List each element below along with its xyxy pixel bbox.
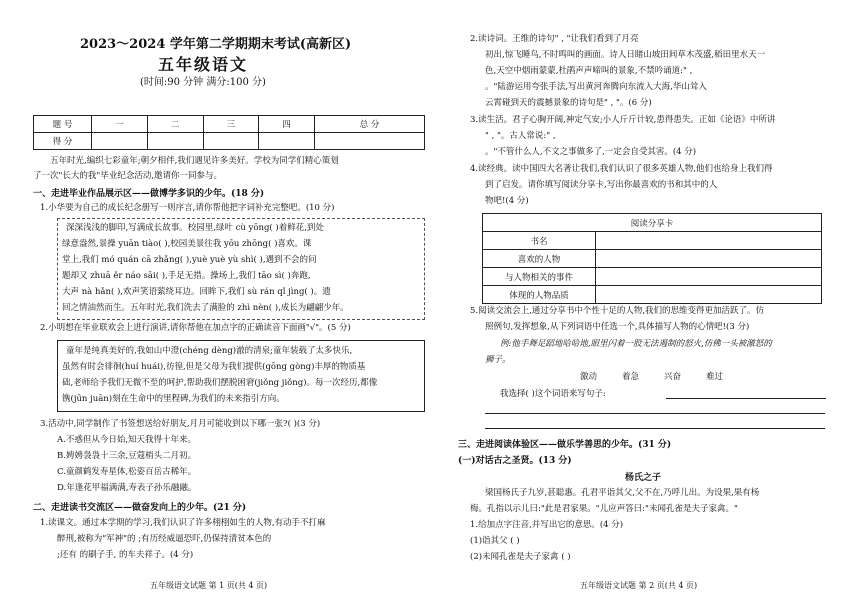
q2-line: 。"陆游运用夸张手法,写出黄河奔腾向东流入大海,华山耸入: [485, 82, 707, 92]
q1-box-line: 大声 nà hǎn( ),欢声笑语萦绕耳边。回眸下,我们 sù rán qǐ jìng( )。遗: [62, 287, 331, 297]
card-row-label: 体现的人物品质: [483, 286, 596, 304]
page-footer-left: 五年级语文试题 第 1 页(共 4 页): [150, 581, 268, 590]
q1-box-line: 堂上,我们 mó quán cā zhǎng( ),yuè yuè yù shì( ),遇到不会的问: [62, 255, 317, 265]
subject-title: 五年级语文: [158, 55, 249, 74]
q4-line: 物吧!(4 分): [485, 196, 529, 206]
option-c[interactable]: C.童颜鹤发寿星体,松姿百岳古稀年。: [57, 467, 197, 477]
score-header: 总 分: [315, 116, 425, 133]
answer-line[interactable]: [666, 398, 826, 399]
sec2-q1-line: ;还有 的刷子手, 的车夫祥子。(4 分): [57, 550, 194, 560]
question-1-1: 1.小华要为自己的成长纪念册写一则序言,请你帮他把字词补充完整吧。(10 分): [40, 203, 335, 213]
q5-choice: 我选择( )这个词语来写句子:: [500, 389, 606, 399]
q2-box-line: 镌(jūn juān)刻在生命中的里程碑,为我们的未来指引方向。: [62, 394, 285, 404]
exam-title: 2023～2024 学年第二学期期末考试(高新区): [80, 37, 352, 52]
q2-line: 初出,惊飞睡鸟,不时鸣叫的画面。诗人日睹山坡田间草木茂盛,稻田里水天一: [485, 50, 766, 60]
q1-box-line: 回之情油然而生。五年时光,我们洗去了满脸的 zhì nèn( ),成长为翩翩少年。: [62, 303, 349, 313]
score-table: [33, 115, 425, 150]
q2-passage-box: [57, 340, 425, 412]
option-a[interactable]: A.不惑但从今日始,知天我得十年来。: [57, 435, 197, 445]
word-option[interactable]: 兴奋: [664, 372, 682, 382]
score-cell[interactable]: [315, 133, 425, 150]
card-field[interactable]: [596, 250, 822, 268]
sec3-q1-item: (2)未闻孔雀是夫子家禽 ( ): [470, 552, 571, 562]
sec3-q1-item: (1)诣其父 ( ): [470, 536, 520, 546]
card-field[interactable]: [596, 268, 822, 286]
answer-line[interactable]: [485, 413, 825, 414]
score-cell[interactable]: [259, 133, 315, 150]
q4-line: 4.读经典。读中国四大名著让我们,我们认识了很多英雄人物,他们也给身上我们得: [470, 164, 773, 174]
q3-line: " , "。古人常说:" ,: [485, 131, 556, 141]
score-cell[interactable]: [203, 133, 259, 150]
section-2-heading: 二、走进读书交流区——做奋发向上的少年。(21 分): [33, 503, 247, 513]
option-b[interactable]: B.娉娉袅袅十三余,豆蔻梢头二月初。: [57, 451, 197, 461]
card-field[interactable]: [596, 232, 822, 250]
q2-line: 云霄碰到天的震撼景象的诗句是" , "。(6 分): [485, 98, 652, 108]
card-field[interactable]: [596, 286, 822, 304]
score-row-label: 得 分: [34, 133, 92, 150]
intro-line: 五年时光,编织七彩童年;朝夕相伴,我们遇见许多美好。学校为同学们精心策划: [50, 156, 339, 166]
q1-passage-box: [57, 218, 425, 320]
q5-line: 照例句,发挥想象,从下列词语中任选一个,具体描写人物的心情吧!(3 分): [485, 322, 750, 332]
right-page: [430, 0, 860, 608]
intro-line: 了一次"长大的我"毕业纪念活动,邀请你一同参与。: [33, 171, 223, 181]
sec2-q1-line: 醉刑,被称为"军神"的 ;有历经威逼恐吓,仍保持清贫本色的: [57, 534, 272, 544]
word-option[interactable]: 难过: [706, 372, 724, 382]
section-1-heading: 一、走进毕业作品展示区——做博学多识的少年。(18 分): [33, 189, 265, 199]
q5-line: 5.阅读交流会上,通过分享书中个性十足的人物,我们的思维变得更加活跃了。仿: [470, 306, 765, 316]
q3-line: 3.读生活。君子心胸开阔,神定气安;小人斤斤计较,患得患失。正如《论语》中所讲: [470, 115, 776, 125]
question-1-2: 2.小明想在毕业联欢会上进行演讲,请你帮他在加点字的正确读音下面画"√"。(5 分): [40, 323, 351, 333]
q5-example: 狮子。: [485, 355, 511, 365]
q1-box-line: 题却又 zhuā ěr náo sāi( ),手足无措。操场上,我们 tāo sì( )奔跑,: [62, 271, 311, 281]
passage-line: 梅。孔指以示儿曰:"此是君家果。"儿应声答曰:"未闻孔雀是夫子家禽。": [470, 504, 738, 514]
q1-box-line: 深深浅浅的脚印,写满成长故事。校园里,绿叶 cù yōng( )着鲜花,到处: [66, 223, 324, 233]
q4-line: 到了启发。请你填写阅读分享卡,写出你最喜欢的书和其中的人: [485, 180, 718, 190]
time-info: (时间:90 分钟 满分:100 分): [140, 77, 266, 88]
passage-line: 梁国杨氏子九岁,甚聪惠。孔君平诣其父,父不在,乃呼儿出。为设果,果有杨: [485, 488, 760, 498]
reading-share-card: [482, 213, 822, 304]
score-header: 二: [147, 116, 203, 133]
score-cell[interactable]: [147, 133, 203, 150]
answer-line[interactable]: [485, 428, 825, 429]
page-footer-right: 五年级语文试题 第 2 页(共 4 页): [580, 581, 698, 590]
card-title: 阅读分享卡: [483, 214, 822, 232]
q2-box-line: 虽然有时会徘徊(huí huái),彷徨,但是父母为我们提供(gōng gòng)丰厚的物质基: [62, 362, 366, 372]
score-header: 题 号: [34, 116, 92, 133]
section-3-heading: 三、走进阅读体验区——做乐学善思的少年。(31 分): [458, 440, 672, 450]
card-row-label: 书名: [483, 232, 596, 250]
score-header: 一: [92, 116, 148, 133]
sec3-q1: 1.给加点字注音,并写出它的意思。(4 分): [470, 520, 624, 530]
q5-example: 例:他手舞足蹈地哈哈地,眼里闪着一股无法遏制的怒火,仿佛一头被激怒的: [500, 339, 772, 349]
word-option[interactable]: 激动: [580, 372, 598, 382]
q2-line: 2.读诗词。王维的诗句" , "让我们看到了月亮: [470, 34, 639, 44]
q1-box-line: 绿意盎然,景操 yuān tiào( ),校园美景往我 yōu zhōng( )喜欢。课: [62, 239, 312, 249]
card-row-label: 喜欢的人物: [483, 250, 596, 268]
score-header: 三: [203, 116, 259, 133]
word-option[interactable]: 着急: [622, 372, 640, 382]
q2-box-line: 童年是纯真美好的,我如山中澄(chéng dèng)澈的清泉;童年装载了太多快乐,: [66, 346, 353, 356]
passage-title: 杨氏之子: [625, 473, 662, 483]
card-row-label: 与人物相关的事件: [483, 268, 596, 286]
question-1-3: 3.活动中,同学制作了书签想送给好朋友,月月可能收到以下哪一张?( )(3 分): [40, 419, 321, 429]
option-d[interactable]: D.年逢花甲福满满,寿表子孙乐融融。: [57, 483, 197, 493]
score-cell[interactable]: [92, 133, 148, 150]
section-3-sub1: (一)对话古之圣贤。(13 分): [458, 456, 572, 466]
score-header: 四: [259, 116, 315, 133]
q3-line: 。"不管什么人,不文之事做多了,一定会自受其害。(4 分): [485, 147, 697, 157]
q2-box-line: 础,老师给予我们无微不至的呵护,帮助我们摆脱困窘(jiǒng jiǒng)。每一次经历,都像: [62, 378, 378, 388]
sec2-q1-line: 1.读课文。通过本学期的学习,我们认识了许多栩栩如生的人物,有动手不打麻: [40, 518, 326, 528]
q2-line: 色,天空中烟雨蒙蒙,杜鹃声声啼叫的景象,不禁吟诵道:" ,: [485, 66, 693, 76]
